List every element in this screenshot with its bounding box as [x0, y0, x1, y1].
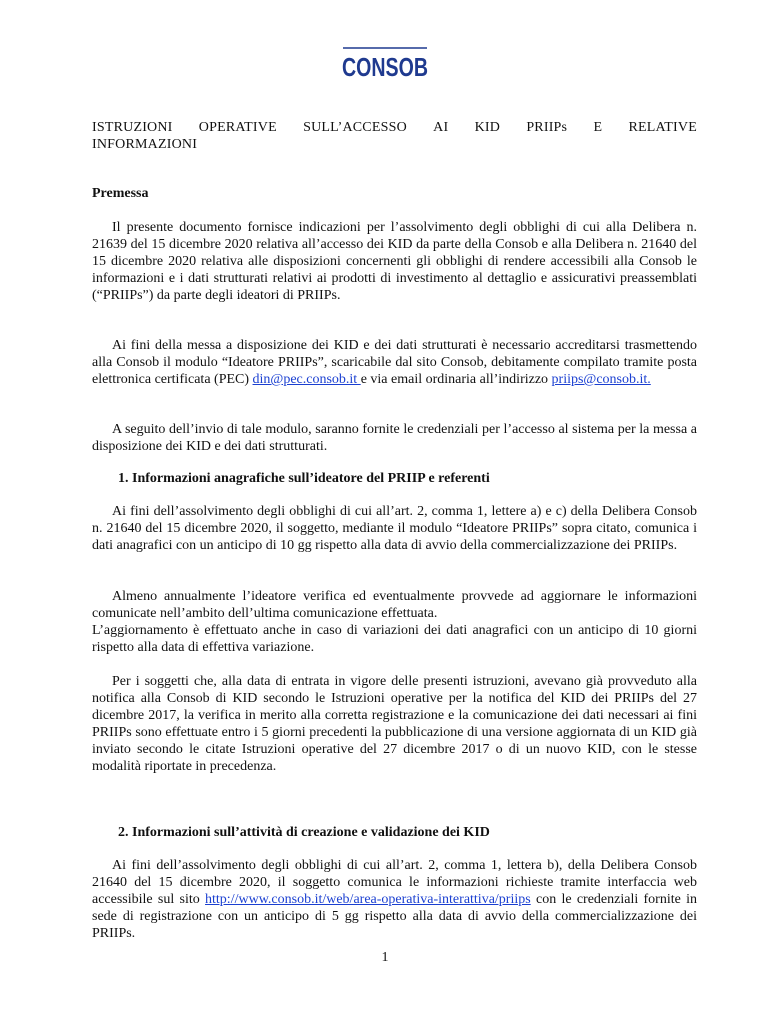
title-line-2: INFORMAZIONI: [92, 137, 198, 152]
section-1-paragraph-2: Almeno annualmente l’ideatore verifica ed eventualmente provvede ad aggiornare le informazioni comunicate nell’ambito dell’ultima comunicazione effettuata. L’aggiornamento è effettuato anche in caso di variazioni dei dati anagrafici con un anticipo di 10 giorni rispetto alla data di effettiva variazione.: [92, 589, 697, 655]
consob-logo: [0, 45, 770, 86]
section-1-heading: 1. Informazioni anagrafiche sull’ideatore del PRIIP e referenti: [118, 471, 490, 486]
document-title: [92, 119, 697, 153]
consob-priips-url-link[interactable]: http://www.consob.it/web/area-operativa-interattiva/priips: [205, 892, 531, 907]
premessa-paragraph-1: Il presente documento fornisce indicazioni per l’assolvimento degli obblighi di cui alla Delibera n. 21639 del 15 dicembre 2020 relativa all’accesso dei KID da parte della Consob e alla Delibera n. 21640 del 15 dicembre 2020 relativa alle disposizioni concernenti gli obblighi di rendere accessibili alla Consob le informazioni e i dati strutturati relativi ai prodotti di investimento al dettaglio e assicurativi preassemblati (“PRIIPs”) da parte degli ideatori di PRIIPs.: [92, 220, 697, 303]
consob-logo-mark: [339, 45, 431, 81]
premessa-paragraph-2: Ai fini della messa a disposizione dei KID e dei dati strutturati è necessario accreditarsi trasmettendo alla Consob il modulo “Ideatore PRIIPs”, scaricabile dal sito Consob, debitamente compilato tramite posta elettronica certificata (PEC) din@pec.consob.it e via email ordinaria all’indirizzo priips@consob.it.: [92, 338, 697, 387]
logo-text: CONSOB: [342, 52, 428, 82]
title-word: OPERATIVE: [198, 120, 277, 135]
priips-email-link[interactable]: priips@consob.it.: [551, 372, 651, 387]
premessa-heading: Premessa: [92, 186, 149, 201]
section-2-paragraph-1: Ai fini dell’assolvimento degli obblighi di cui all’art. 2, comma 1, lettera b), della Delibera Consob 21640 del 15 dicembre 2020, il soggetto comunica le informazioni richieste tramite interfaccia web accessibile sul sito http://www.consob.it/web/area-operativa-interattiva/priips con le credenziali fornite in sede di registrazione con un anticipo di 5 gg rispetto alla data di avvio della commercializzazione dei PRIIPs.: [92, 858, 697, 941]
section-2-heading: 2. Informazioni sull’attività di creazione e validazione dei KID: [118, 825, 490, 840]
title-word: RELATIVE: [628, 120, 697, 135]
title-line-1: [92, 119, 697, 136]
title-word: SULL’ACCESSO: [303, 120, 407, 135]
section-1-paragraph-3: Per i soggetti che, alla data di entrata in vigore delle presenti istruzioni, avevano già provveduto alla notifica alla Consob di KID secondo le Istruzioni operative per la notifica del KID dei PRIIPs del 27 dicembre 2017, la verifica in merito alla corretta registrazione e la comunicazione dei dati necessari ai fini PRIIPs sono effettuate entro i 5 giorni precedenti la pubblicazione di una versione aggiornata di un KID già inviato secondo le citate Istruzioni operative del 27 dicembre 2017 o di un nuovo KID, con le stesse modalità riportate in precedenza.: [92, 674, 697, 774]
premessa-paragraph-3: A seguito dell’invio di tale modulo, saranno fornite le credenziali per l’accesso al sistema per la messa a disposizione dei KID e dei dati strutturati.: [92, 422, 697, 454]
title-word: E: [593, 120, 603, 135]
page-number: 1: [381, 950, 389, 965]
title-word: KID: [474, 120, 501, 135]
title-word: ISTRUZIONI: [92, 120, 173, 135]
section-1-paragraph-1: Ai fini dell’assolvimento degli obblighi di cui all’art. 2, comma 1, lettere a) e c) della Delibera Consob n. 21640 del 15 dicembre 2020, il soggetto, mediante il modulo “Ideatore PRIIPs” sopra citato, comunica i dati anagrafici con un anticipo di 10 gg rispetto alla data di avvio della commercializzazione dei PRIIPs.: [92, 504, 697, 553]
pec-email-link[interactable]: din@pec.consob.it: [252, 372, 361, 387]
title-word: PRIIPs: [526, 120, 568, 135]
title-word: AI: [433, 120, 449, 135]
